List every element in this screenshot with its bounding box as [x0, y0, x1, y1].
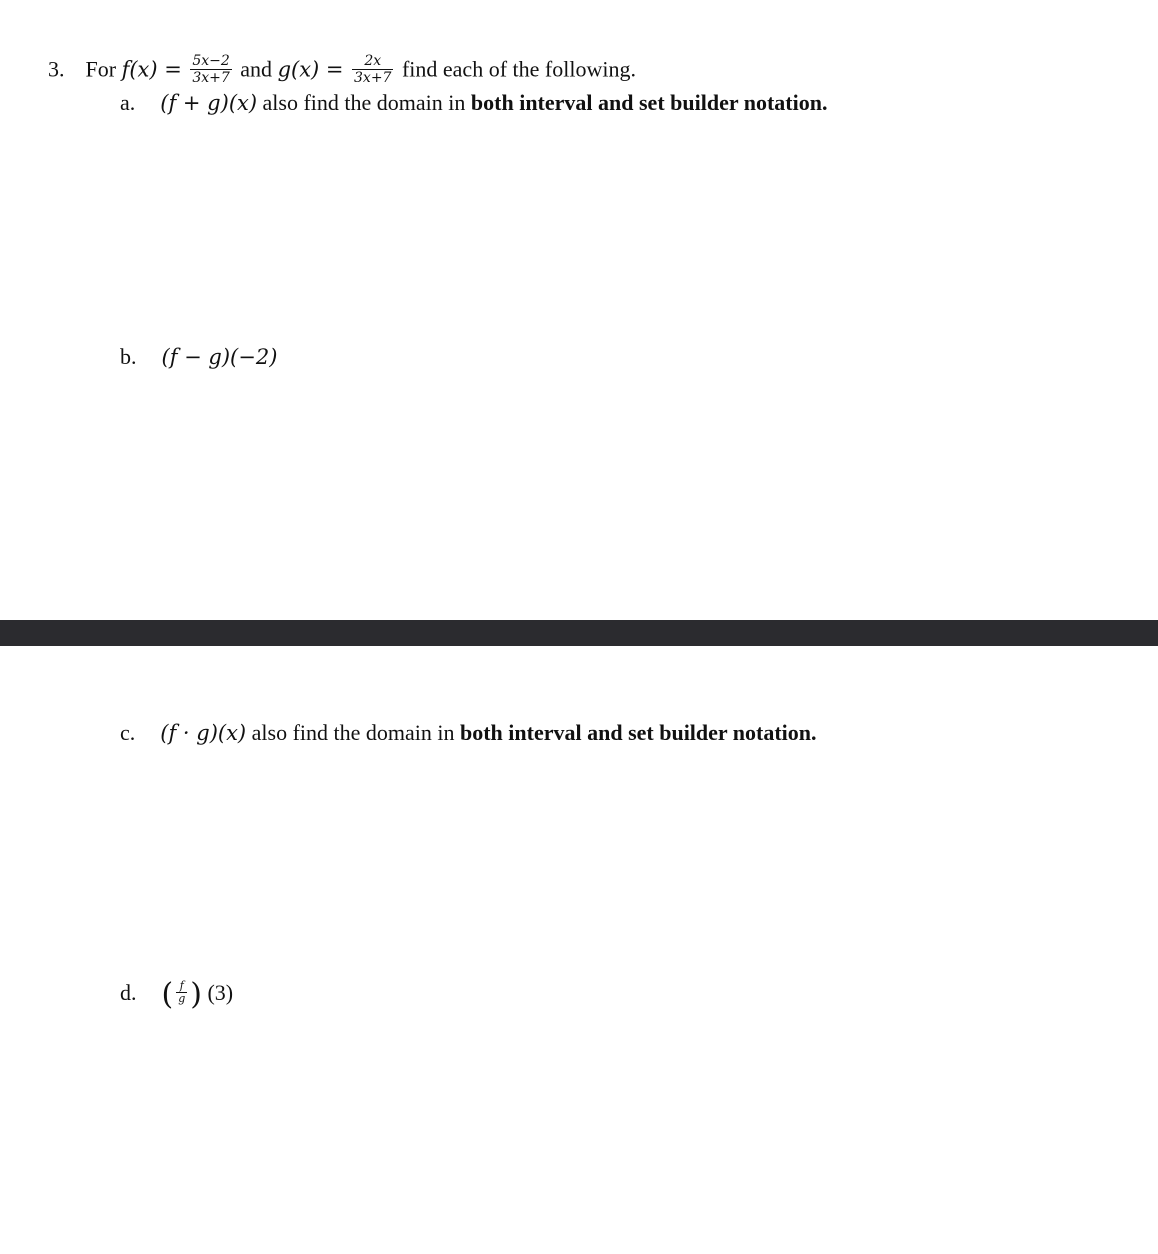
g-label: g(x) =	[277, 57, 344, 82]
part-d	[120, 976, 234, 1012]
and-text: and	[240, 56, 273, 82]
right-paren: )	[190, 976, 202, 1012]
part-b-letter: b.	[120, 344, 137, 369]
g-fraction	[352, 53, 393, 86]
intro-for: For	[85, 56, 117, 82]
f-over-g-numerator: f	[176, 980, 187, 993]
left-paren: (	[161, 976, 174, 1012]
g-numerator: 2x	[352, 53, 393, 70]
part-c-text: also find the domain in	[251, 720, 455, 745]
part-c	[120, 720, 817, 746]
f-over-g-fraction	[176, 980, 187, 1005]
intro-tail: find each of the following.	[401, 56, 636, 82]
part-a-bold-text: both interval and set builder notation.	[470, 90, 828, 115]
part-c-expression: (f · g)(x)	[160, 721, 247, 745]
part-a-expression: (f + g)(x)	[160, 91, 258, 115]
part-b	[120, 344, 277, 370]
f-label: f(x) =	[121, 57, 182, 82]
part-a	[120, 90, 827, 116]
part-d-letter: d.	[120, 980, 137, 1005]
f-denominator: 3x+7	[192, 70, 230, 86]
part-c-bold-text: both interval and set builder notation.	[459, 720, 817, 745]
f-over-g-denominator: g	[178, 992, 186, 1006]
worksheet-page-top	[0, 0, 1158, 620]
part-c-letter: c.	[120, 720, 136, 745]
worksheet-page-bottom	[0, 646, 1158, 1254]
problem-statement	[48, 55, 636, 88]
f-numerator: 5x−2	[192, 53, 230, 69]
part-d-argument: (3)	[207, 980, 234, 1005]
part-a-text: also find the domain in	[262, 90, 466, 115]
part-a-letter: a.	[120, 90, 136, 115]
g-denominator: 3x+7	[354, 70, 392, 86]
problem-number: 3.	[48, 56, 65, 82]
f-fraction	[190, 53, 231, 86]
page-divider	[0, 620, 1158, 646]
part-b-expression: (f − g)(−2)	[161, 345, 278, 369]
